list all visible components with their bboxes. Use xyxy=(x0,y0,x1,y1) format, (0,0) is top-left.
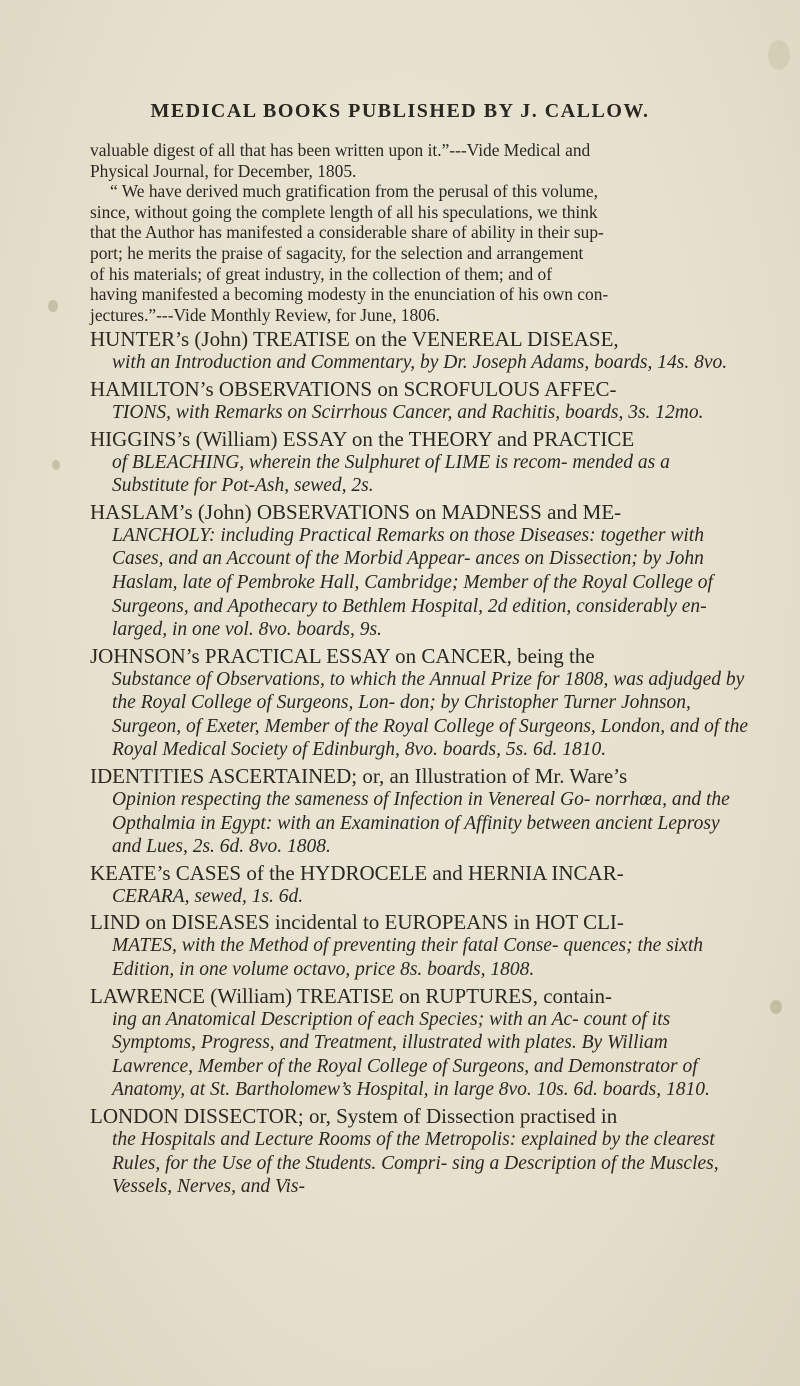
catalog-entry-lind xyxy=(90,910,750,981)
catalog-entry-haslam xyxy=(90,500,750,642)
catalog-entry-identities xyxy=(90,764,750,859)
catalog-entry-london-dissector xyxy=(90,1104,750,1199)
paper-stain xyxy=(48,300,58,312)
review-quote xyxy=(90,181,750,325)
entry-title: HUNTER’s (John) TREATISE on the VENEREAL DISEASE, xyxy=(90,327,619,352)
quote-line: that the Author has manifested a considerable share of ability in their sup- xyxy=(90,222,604,243)
catalog-entry-hunter xyxy=(90,327,750,375)
catalog-entry-lawrence xyxy=(90,984,750,1102)
intro-line: valuable digest of all that has been written upon it.”---Vide Medical and xyxy=(90,140,591,160)
entry-title: KEATE’s CASES of the HYDROCELE and HERNIA INCAR- xyxy=(90,860,624,885)
entry-title: HIGGINS’s (William) ESSAY on the THEORY and PRACTICE xyxy=(90,426,635,451)
paper-stain xyxy=(770,1000,782,1014)
catalog-entry-keate xyxy=(90,861,750,909)
quote-line: port; he merits the praise of sagacity, for the selection and arrangement xyxy=(90,242,584,263)
entry-description: Substance of Observations, to which the Annual Prize for 1808, was adjudged by the Royal College of Surgeons, Lon- don; by Christopher Turner Johnson, Surgeon, of Exeter, Member of the Royal College of Surgeons, London, and of the Royal Medical Society of Edinburgh, 8vo. boards, 5s. 6d. 1810. xyxy=(112,668,748,761)
entry-title: IDENTITIES ASCERTAINED; or, an Illustration of Mr. Ware’s xyxy=(90,764,628,789)
review-intro xyxy=(90,140,750,181)
entry-description: with an Introduction and Commentary, by Dr. Joseph Adams, boards, 14s. 8vo. xyxy=(112,352,728,374)
entry-title: HASLAM’s (John) OBSERVATIONS on MADNESS and ME- xyxy=(90,499,622,524)
quote-line: “ We have derived much gratification from the perusal of this volume, xyxy=(110,181,598,202)
entry-description: the Hospitals and Lecture Rooms of the Metropolis: explained by the clearest Rules, for the Use of the Students. Compri- sing a Description of the Muscles, Vessels, Nerves, and Vis- xyxy=(112,1129,719,1198)
paper-stain xyxy=(768,40,790,70)
page-text xyxy=(90,140,750,1199)
entry-title: JOHNSON’s PRACTICAL ESSAY on CANCER, being the xyxy=(90,643,595,668)
entry-title: LIND on DISEASES incidental to EUROPEANS in HOT CLI- xyxy=(90,910,624,935)
entry-description: of BLEACHING, wherein the Sulphuret of LIME is recom- mended as a Substitute for Pot-Ash, sewed, 2s. xyxy=(112,451,670,497)
entry-description: MATES, with the Method of preventing their fatal Conse- quences; the sixth Edition, in one volume octavo, price 8s. boards, 1808. xyxy=(112,935,704,981)
catalog-entry-johnson xyxy=(90,644,750,762)
entry-description: Opinion respecting the sameness of Infection in Venereal Go- norrhœa, and the Opthalmia in Egypt: with an Examination of Affinity between ancient Leprosy and Lues, 2s. 6d. 8vo. 1808. xyxy=(112,789,730,858)
entry-title: HAMILTON’s OBSERVATIONS on SCROFULOUS AFFEC- xyxy=(90,376,617,401)
entry-title: LAWRENCE (William) TREATISE on RUPTURES, contain- xyxy=(90,983,613,1008)
entry-title: LONDON DISSECTOR; or, System of Dissection practised in xyxy=(90,1104,618,1128)
entry-description: TIONS, with Remarks on Scirrhous Cancer, and Rachitis, boards, 3s. 12mo. xyxy=(112,401,704,423)
catalog-entry-higgins xyxy=(90,427,750,498)
entry-description: CERARA, sewed, 1s. 6d. xyxy=(112,885,304,907)
running-head: MEDICAL BOOKS PUBLISHED BY J. CALLOW. xyxy=(150,100,650,122)
paper-stain xyxy=(52,460,60,470)
catalog-entry-hamilton xyxy=(90,377,750,425)
quote-line: having manifested a becoming modesty in the enunciation of his own con- xyxy=(90,284,609,305)
quote-line: since, without going the complete length of all his speculations, we think xyxy=(90,201,598,222)
intro-line: Physical Journal, for December, 1805. xyxy=(90,160,357,181)
entry-description: LANCHOLY: including Practical Remarks on those Diseases: together with Cases, and an Account of the Morbid Appear- ances on Dissection; by John Haslam, late of Pembroke Hall, Cambridge; Member of the Royal College of Surgeons, and Apothecary to Bethlem Hospital, 2d edition, considerably en- larged, in one vol. 8vo. boards, 9s. xyxy=(112,524,713,641)
entry-description: ing an Anatomical Description of each Species; with an Ac- count of its Symptoms, Progress, and Treatment, illustrated with plates. By William Lawrence, Member of the Royal College of Surgeons, and Demonstrator of Anatomy, at St. Bartholomew’s Hospital, in large 8vo. 10s. 6d. boards, 1810. xyxy=(112,1008,710,1101)
quote-line: of his materials; of great industry, in the collection of them; and of xyxy=(90,263,553,284)
quote-line: jectures.”---Vide Monthly Review, for June, 1806. xyxy=(90,304,440,325)
